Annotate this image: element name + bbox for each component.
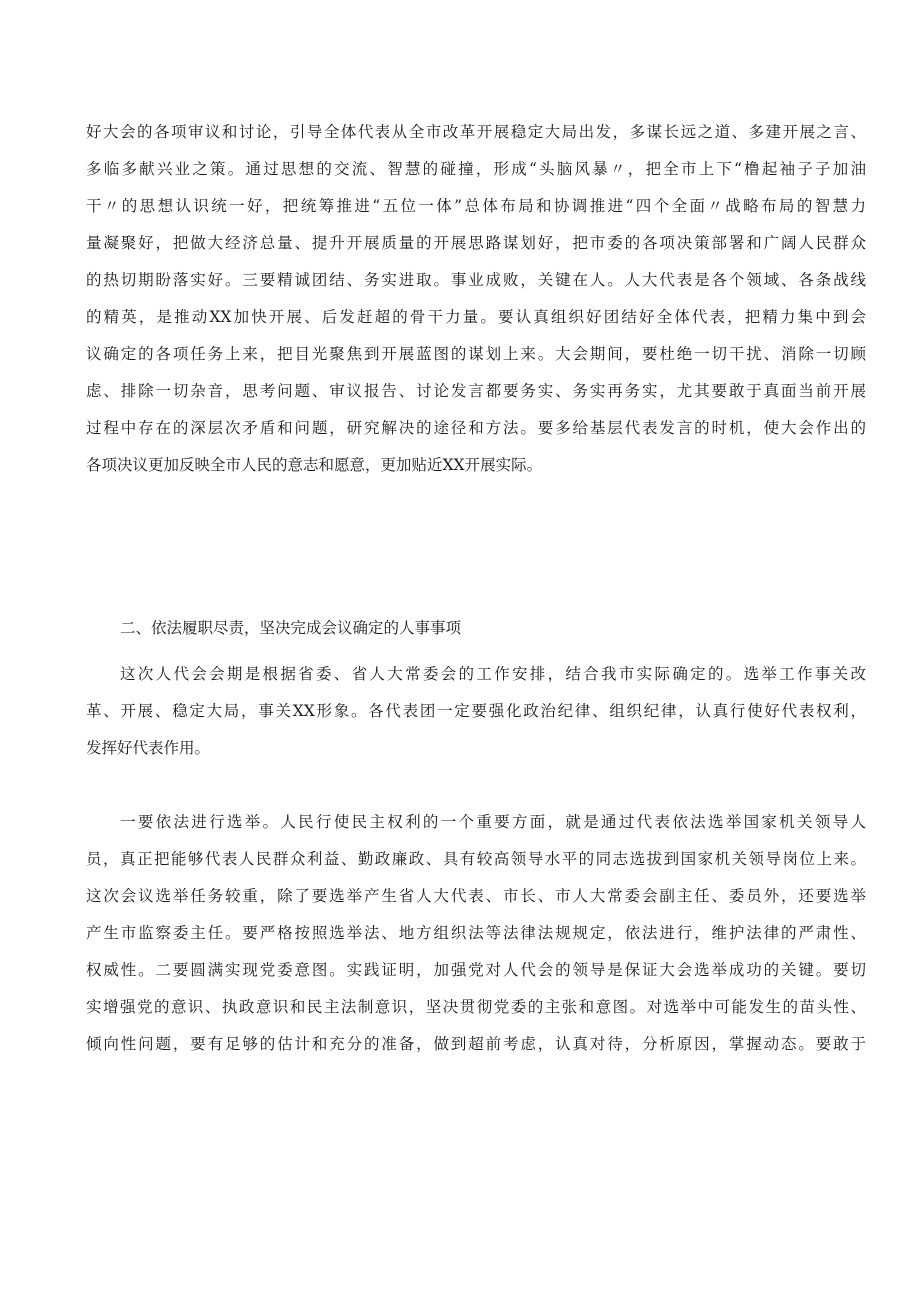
heading-text: 二、依法履职尽责，坚决完成会议确定的人事事项 — [120, 619, 462, 637]
paragraph-3 — [86, 804, 866, 1063]
text-line: 虑、排除一切杂音，思考问题、审议报告、讨论发言都要务实、务实再务实，尤其要敢于真面当前开展 — [86, 382, 866, 400]
text-line: 倾向性问题，要有足够的估计和充分的准备，做到超前考虑，认真对待，分析原因，掌握动态。要敢于 — [86, 1035, 866, 1053]
text-line: 的精英，是推动XX加快开展、后发赶超的骨干力量。要认真组织好团结好全体代表，把精力集中到会 — [86, 308, 866, 326]
text-line: 员，真正把能够代表人民群众利益、勤政廉政、具有较高领导水平的同志选拔到国家机关领导岗位上来。 — [86, 850, 866, 868]
text-line: 量凝聚好，把做大经济总量、提升开展质量的开展思路谋划好，把市委的各项决策部署和广阔人民群众 — [86, 234, 866, 252]
section-heading — [86, 610, 866, 647]
text-line: 实增强党的意识、执政意识和民主法制意识，坚决贯彻党委的主张和意图。对选举中可能发生的苗头性、 — [86, 998, 866, 1016]
text-line: 一要依法进行选举。人民行使民主权利的一个重要方面，就是通过代表依法选举国家机关领导人 — [120, 813, 866, 831]
paragraph-2 — [86, 656, 866, 767]
paragraph-1 — [86, 114, 866, 484]
text-line: 发挥好代表作用。 — [86, 739, 211, 757]
text-line: 革、开展、稳定大局，事关XX形象。各代表团一定要强化政治纪律、组织纪律，认真行使好代表权利， — [86, 702, 866, 720]
text-line: 权威性。二要圆满实现党委意图。实践证明，加强党对人代会的领导是保证大会选举成功的关键。要切 — [86, 961, 866, 979]
text-line: 这次人代会会期是根据省委、省人大常委会的工作安排，结合我市实际确定的。选举工作事关改 — [120, 665, 866, 683]
text-line: 过程中存在的深层次矛盾和问题，研究解决的途径和方法。要多给基层代表发言的时机，使大会作出的 — [86, 419, 866, 437]
text-line: 各项决议更加反映全市人民的意志和愿意，更加贴近XX开展实际。 — [86, 456, 543, 474]
text-line: 这次会议选举任务较重，除了要选举产生省人大代表、市长、市人大常委会副主任、委员外，还要选举 — [86, 887, 866, 905]
text-line: 议确定的各项任务上来，把目光聚焦到开展蓝图的谋划上来。大会期间，要杜绝一切干扰、消除一切顾 — [86, 345, 866, 363]
text-line: 的热切期盼落实好。三要精诚团结、务实进取。事业成败，关键在人。人大代表是各个领域、各条战线 — [86, 271, 866, 289]
text-line: 好大会的各项审议和讨论，引导全体代表从全市改革开展稳定大局出发，多谋长远之道、多建开展之言、 — [86, 123, 866, 141]
text-line: 多临多献兴业之策。通过思想的交流、智慧的碰撞，形成“头脑风暴〃，把全市上下“橹起袖子子加油 — [86, 160, 866, 178]
text-line: 干〃的思想认识统一好，把统筹推进“五位一体”总体布局和协调推进“四个全面〃战略布局的智慧力 — [86, 197, 866, 215]
text-line: 产生市监察委主任。要严格按照选举法、地方组织法等法律法规规定，依法进行，维护法律的严肃性、 — [86, 924, 866, 942]
